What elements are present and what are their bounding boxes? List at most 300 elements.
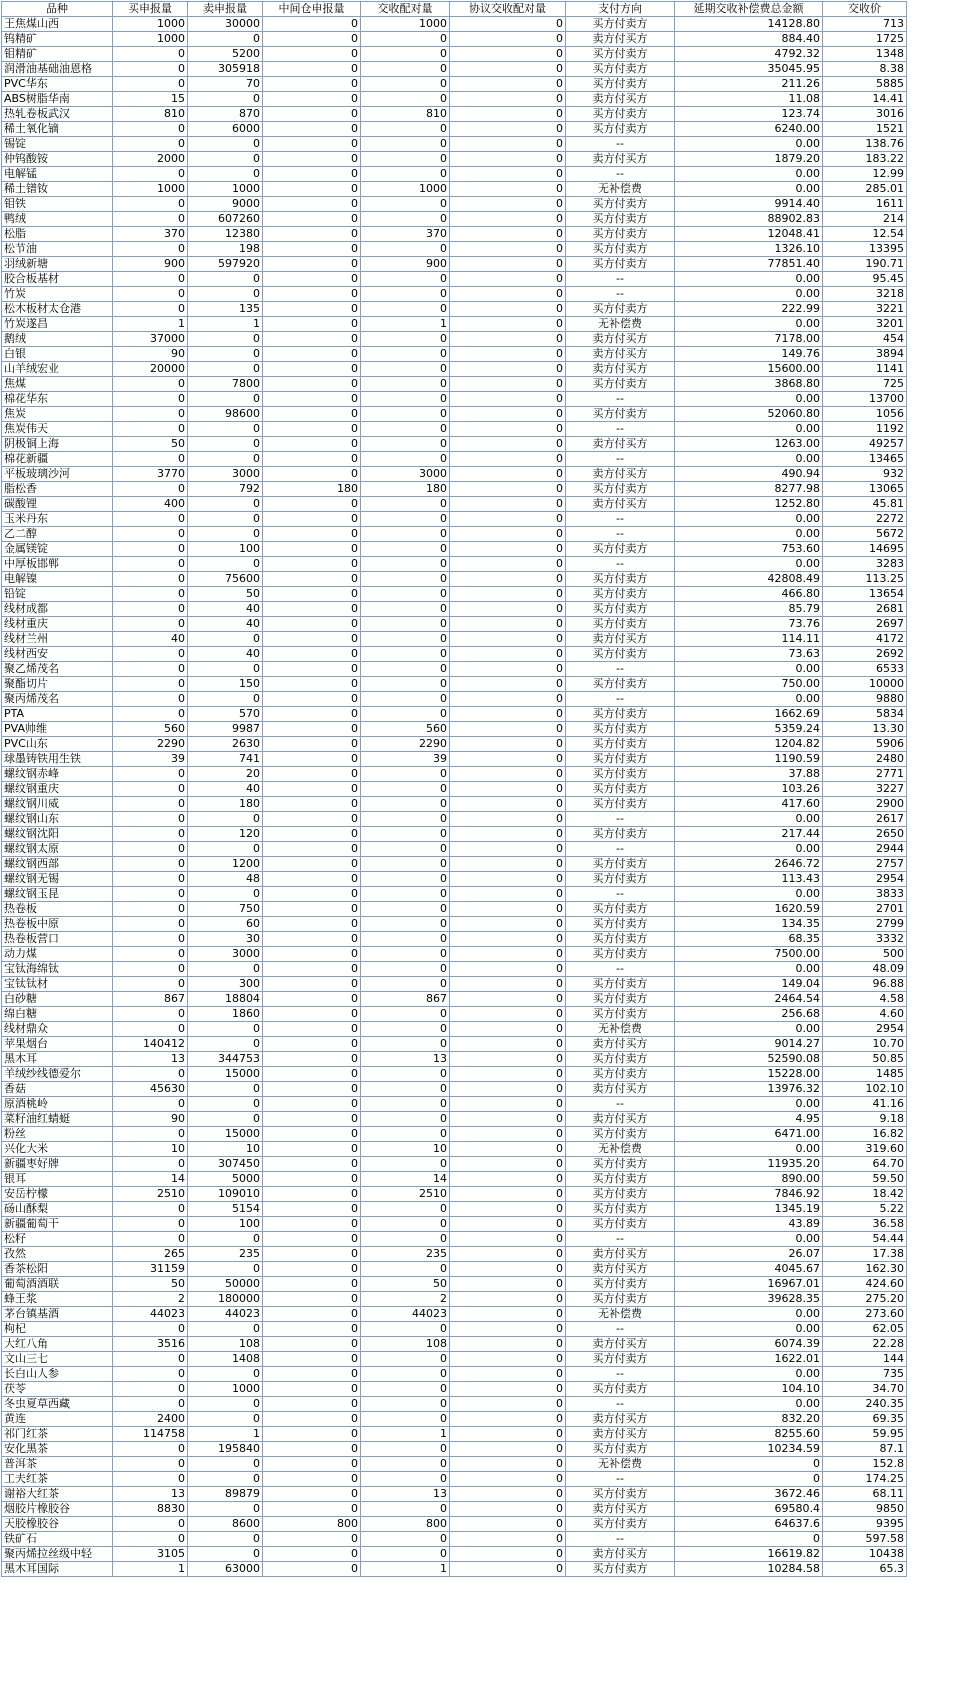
cell-buy-qty: 0 xyxy=(113,797,188,812)
table-row xyxy=(2,692,907,707)
cell-variety: 焦煤 xyxy=(2,377,113,392)
cell-settlement-price: 2681 xyxy=(823,602,907,617)
cell-matched-qty: 0 xyxy=(361,1442,450,1457)
cell-settlement-price: 6533 xyxy=(823,662,907,677)
cell-matched-qty: 0 xyxy=(361,632,450,647)
table-row xyxy=(2,1187,907,1202)
cell-settlement-price: 183.22 xyxy=(823,152,907,167)
cell-matched-qty: 39 xyxy=(361,752,450,767)
cell-agreement-matched-qty: 0 xyxy=(450,1397,566,1412)
cell-mid-warehouse-qty: 0 xyxy=(263,1037,361,1052)
table-row xyxy=(2,647,907,662)
cell-agreement-matched-qty: 0 xyxy=(450,1547,566,1562)
cell-compensation-total: 52060.80 xyxy=(675,407,823,422)
cell-variety: 铅锭 xyxy=(2,587,113,602)
cell-settlement-price: 2771 xyxy=(823,767,907,782)
cell-payment-direction: 买方付卖方 xyxy=(566,602,675,617)
table-row xyxy=(2,677,907,692)
cell-matched-qty: 1000 xyxy=(361,182,450,197)
cell-sell-qty: 0 xyxy=(188,92,263,107)
cell-matched-qty: 1 xyxy=(361,317,450,332)
cell-agreement-matched-qty: 0 xyxy=(450,1127,566,1142)
table-row xyxy=(2,962,907,977)
cell-matched-qty: 0 xyxy=(361,1037,450,1052)
cell-buy-qty: 3770 xyxy=(113,467,188,482)
cell-mid-warehouse-qty: 0 xyxy=(263,167,361,182)
cell-payment-direction: 买方付卖方 xyxy=(566,1157,675,1172)
cell-mid-warehouse-qty: 0 xyxy=(263,692,361,707)
cell-variety: 聚丙烯茂名 xyxy=(2,692,113,707)
cell-matched-qty: 0 xyxy=(361,137,450,152)
cell-matched-qty: 0 xyxy=(361,512,450,527)
cell-buy-qty: 45630 xyxy=(113,1082,188,1097)
cell-payment-direction: 买方付卖方 xyxy=(566,227,675,242)
cell-buy-qty: 0 xyxy=(113,1067,188,1082)
cell-variety: 棉花华东 xyxy=(2,392,113,407)
cell-mid-warehouse-qty: 0 xyxy=(263,947,361,962)
cell-variety: 螺纹钢太原 xyxy=(2,842,113,857)
table-row xyxy=(2,242,907,257)
cell-compensation-total: 11.08 xyxy=(675,92,823,107)
cell-agreement-matched-qty: 0 xyxy=(450,1157,566,1172)
cell-buy-qty: 0 xyxy=(113,62,188,77)
cell-matched-qty: 0 xyxy=(361,1157,450,1172)
cell-matched-qty: 10 xyxy=(361,1142,450,1157)
cell-agreement-matched-qty: 0 xyxy=(450,1142,566,1157)
cell-matched-qty: 0 xyxy=(361,272,450,287)
cell-buy-qty: 90 xyxy=(113,347,188,362)
table-row xyxy=(2,152,907,167)
cell-matched-qty: 900 xyxy=(361,257,450,272)
cell-agreement-matched-qty: 0 xyxy=(450,347,566,362)
cell-sell-qty: 109010 xyxy=(188,1187,263,1202)
cell-compensation-total: 0.00 xyxy=(675,1142,823,1157)
cell-agreement-matched-qty: 0 xyxy=(450,542,566,557)
cell-matched-qty: 0 xyxy=(361,782,450,797)
cell-settlement-price: 10000 xyxy=(823,677,907,692)
cell-compensation-total: 1662.69 xyxy=(675,707,823,722)
cell-settlement-price: 2799 xyxy=(823,917,907,932)
table-row xyxy=(2,392,907,407)
cell-buy-qty: 400 xyxy=(113,497,188,512)
cell-payment-direction: 买方付卖方 xyxy=(566,677,675,692)
cell-sell-qty: 120 xyxy=(188,827,263,842)
cell-compensation-total: 2646.72 xyxy=(675,857,823,872)
cell-variety: 螺纹钢重庆 xyxy=(2,782,113,797)
cell-mid-warehouse-qty: 0 xyxy=(263,842,361,857)
cell-compensation-total: 88902.83 xyxy=(675,212,823,227)
cell-compensation-total: 13976.32 xyxy=(675,1082,823,1097)
cell-settlement-price: 138.76 xyxy=(823,137,907,152)
cell-sell-qty: 870 xyxy=(188,107,263,122)
cell-matched-qty: 0 xyxy=(361,242,450,257)
table-row xyxy=(2,887,907,902)
cell-settlement-price: 190.71 xyxy=(823,257,907,272)
table-row xyxy=(2,1112,907,1127)
table-row xyxy=(2,317,907,332)
cell-settlement-price: 275.20 xyxy=(823,1292,907,1307)
cell-settlement-price: 735 xyxy=(823,1367,907,1382)
cell-mid-warehouse-qty: 0 xyxy=(263,362,361,377)
cell-agreement-matched-qty: 0 xyxy=(450,1037,566,1052)
cell-settlement-price: 3833 xyxy=(823,887,907,902)
cell-sell-qty: 300 xyxy=(188,977,263,992)
cell-payment-direction: 买方付卖方 xyxy=(566,77,675,92)
table-row xyxy=(2,167,907,182)
cell-variety: 聚丙烯拉丝级中轻 xyxy=(2,1547,113,1562)
cell-sell-qty: 10 xyxy=(188,1142,263,1157)
cell-payment-direction: 买方付卖方 xyxy=(566,1007,675,1022)
table-row xyxy=(2,1157,907,1172)
cell-compensation-total: 0.00 xyxy=(675,812,823,827)
cell-buy-qty: 0 xyxy=(113,1397,188,1412)
cell-buy-qty: 20000 xyxy=(113,362,188,377)
cell-compensation-total: 0.00 xyxy=(675,182,823,197)
cell-buy-qty: 0 xyxy=(113,287,188,302)
cell-settlement-price: 162.30 xyxy=(823,1262,907,1277)
cell-matched-qty: 0 xyxy=(361,842,450,857)
cell-matched-qty: 0 xyxy=(361,1472,450,1487)
cell-variety: 中厚板邯郸 xyxy=(2,557,113,572)
table-row xyxy=(2,932,907,947)
table-row xyxy=(2,1322,907,1337)
cell-payment-direction: 卖方付买方 xyxy=(566,92,675,107)
cell-payment-direction: 买方付卖方 xyxy=(566,1277,675,1292)
cell-buy-qty: 0 xyxy=(113,1202,188,1217)
cell-settlement-price: 1192 xyxy=(823,422,907,437)
table-row xyxy=(2,1397,907,1412)
cell-matched-qty: 0 xyxy=(361,197,450,212)
cell-sell-qty: 0 xyxy=(188,1502,263,1517)
cell-agreement-matched-qty: 0 xyxy=(450,782,566,797)
cell-mid-warehouse-qty: 0 xyxy=(263,1487,361,1502)
cell-variety: 动力煤 xyxy=(2,947,113,962)
table-row xyxy=(2,287,907,302)
cell-matched-qty: 810 xyxy=(361,107,450,122)
cell-sell-qty: 0 xyxy=(188,362,263,377)
cell-mid-warehouse-qty: 0 xyxy=(263,62,361,77)
cell-sell-qty: 100 xyxy=(188,542,263,557)
cell-agreement-matched-qty: 0 xyxy=(450,977,566,992)
cell-compensation-total: 0.00 xyxy=(675,662,823,677)
cell-settlement-price: 13465 xyxy=(823,452,907,467)
cell-sell-qty: 98600 xyxy=(188,407,263,422)
cell-matched-qty: 0 xyxy=(361,932,450,947)
cell-matched-qty: 50 xyxy=(361,1277,450,1292)
table-row xyxy=(2,1262,907,1277)
cell-compensation-total: 0.00 xyxy=(675,842,823,857)
cell-settlement-price: 9395 xyxy=(823,1517,907,1532)
cell-settlement-price: 932 xyxy=(823,467,907,482)
cell-buy-qty: 0 xyxy=(113,917,188,932)
cell-compensation-total: 35045.95 xyxy=(675,62,823,77)
cell-mid-warehouse-qty: 0 xyxy=(263,1202,361,1217)
cell-variety: 羽绒新塘 xyxy=(2,257,113,272)
cell-matched-qty: 0 xyxy=(361,587,450,602)
cell-payment-direction: 买方付卖方 xyxy=(566,1217,675,1232)
cell-mid-warehouse-qty: 0 xyxy=(263,1247,361,1262)
table-row xyxy=(2,482,907,497)
cell-payment-direction: 买方付卖方 xyxy=(566,587,675,602)
cell-matched-qty: 0 xyxy=(361,1262,450,1277)
cell-payment-direction: 卖方付买方 xyxy=(566,1262,675,1277)
cell-matched-qty: 0 xyxy=(361,872,450,887)
cell-settlement-price: 64.70 xyxy=(823,1157,907,1172)
cell-settlement-price: 3016 xyxy=(823,107,907,122)
cell-payment-direction: -- xyxy=(566,842,675,857)
cell-compensation-total: 256.68 xyxy=(675,1007,823,1022)
cell-sell-qty: 1 xyxy=(188,317,263,332)
cell-matched-qty: 0 xyxy=(361,1067,450,1082)
cell-sell-qty: 1000 xyxy=(188,182,263,197)
table-row xyxy=(2,272,907,287)
cell-sell-qty: 2630 xyxy=(188,737,263,752)
cell-compensation-total: 9014.27 xyxy=(675,1037,823,1052)
cell-payment-direction: 买方付卖方 xyxy=(566,242,675,257)
cell-settlement-price: 36.58 xyxy=(823,1217,907,1232)
cell-variety: 竹炭 xyxy=(2,287,113,302)
cell-sell-qty: 50000 xyxy=(188,1277,263,1292)
cell-buy-qty: 0 xyxy=(113,557,188,572)
cell-mid-warehouse-qty: 0 xyxy=(263,917,361,932)
table-row xyxy=(2,467,907,482)
cell-agreement-matched-qty: 0 xyxy=(450,272,566,287)
cell-matched-qty: 180 xyxy=(361,482,450,497)
table-row xyxy=(2,1502,907,1517)
cell-matched-qty: 0 xyxy=(361,1532,450,1547)
cell-payment-direction: 无补偿费 xyxy=(566,182,675,197)
cell-payment-direction: 买方付卖方 xyxy=(566,617,675,632)
cell-variety: 大红八角 xyxy=(2,1337,113,1352)
cell-sell-qty: 40 xyxy=(188,617,263,632)
cell-compensation-total: 134.35 xyxy=(675,917,823,932)
cell-mid-warehouse-qty: 0 xyxy=(263,1562,361,1577)
cell-matched-qty: 0 xyxy=(361,1127,450,1142)
cell-sell-qty: 0 xyxy=(188,1097,263,1112)
cell-sell-qty: 8600 xyxy=(188,1517,263,1532)
cell-compensation-total: 7500.00 xyxy=(675,947,823,962)
cell-variety: 王焦煤山西 xyxy=(2,17,113,32)
cell-settlement-price: 725 xyxy=(823,377,907,392)
cell-sell-qty: 0 xyxy=(188,1112,263,1127)
table-row xyxy=(2,122,907,137)
cell-buy-qty: 0 xyxy=(113,212,188,227)
cell-buy-qty: 0 xyxy=(113,902,188,917)
cell-mid-warehouse-qty: 0 xyxy=(263,812,361,827)
cell-payment-direction: -- xyxy=(566,452,675,467)
cell-agreement-matched-qty: 0 xyxy=(450,482,566,497)
cell-buy-qty: 0 xyxy=(113,1457,188,1472)
cell-agreement-matched-qty: 0 xyxy=(450,827,566,842)
cell-sell-qty: 63000 xyxy=(188,1562,263,1577)
cell-variety: PVC华东 xyxy=(2,77,113,92)
cell-sell-qty: 0 xyxy=(188,1082,263,1097)
cell-sell-qty: 792 xyxy=(188,482,263,497)
cell-variety: 银耳 xyxy=(2,1172,113,1187)
cell-variety: 黑木耳 xyxy=(2,1052,113,1067)
cell-compensation-total: 69580.4 xyxy=(675,1502,823,1517)
cell-matched-qty: 370 xyxy=(361,227,450,242)
table-row xyxy=(2,917,907,932)
cell-variety: 脂松香 xyxy=(2,482,113,497)
table-body xyxy=(2,17,907,1577)
cell-variety: PVA帅维 xyxy=(2,722,113,737)
cell-buy-qty: 50 xyxy=(113,437,188,452)
table-row xyxy=(2,557,907,572)
cell-settlement-price: 3894 xyxy=(823,347,907,362)
cell-variety: 茯苓 xyxy=(2,1382,113,1397)
cell-compensation-total: 1190.59 xyxy=(675,752,823,767)
cell-payment-direction: 卖方付买方 xyxy=(566,1502,675,1517)
cell-settlement-price: 48.09 xyxy=(823,962,907,977)
cell-agreement-matched-qty: 0 xyxy=(450,197,566,212)
cell-sell-qty: 5154 xyxy=(188,1202,263,1217)
cell-sell-qty: 9000 xyxy=(188,197,263,212)
cell-variety: 棉花新疆 xyxy=(2,452,113,467)
cell-sell-qty: 9987 xyxy=(188,722,263,737)
cell-matched-qty: 14 xyxy=(361,1172,450,1187)
cell-sell-qty: 5000 xyxy=(188,1172,263,1187)
cell-sell-qty: 40 xyxy=(188,647,263,662)
cell-sell-qty: 0 xyxy=(188,1457,263,1472)
cell-settlement-price: 214 xyxy=(823,212,907,227)
cell-matched-qty: 0 xyxy=(361,947,450,962)
table-row xyxy=(2,1367,907,1382)
cell-agreement-matched-qty: 0 xyxy=(450,1247,566,1262)
table-row xyxy=(2,902,907,917)
table-row xyxy=(2,362,907,377)
cell-variety: 电解锰 xyxy=(2,167,113,182)
cell-compensation-total: 0.00 xyxy=(675,692,823,707)
cell-compensation-total: 1345.19 xyxy=(675,1202,823,1217)
cell-settlement-price: 713 xyxy=(823,17,907,32)
cell-matched-qty: 0 xyxy=(361,1457,450,1472)
cell-matched-qty: 0 xyxy=(361,407,450,422)
table-row xyxy=(2,227,907,242)
cell-compensation-total: 68.35 xyxy=(675,932,823,947)
cell-settlement-price: 96.88 xyxy=(823,977,907,992)
cell-variety: 鸭绒 xyxy=(2,212,113,227)
table-row xyxy=(2,377,907,392)
cell-agreement-matched-qty: 0 xyxy=(450,362,566,377)
cell-compensation-total: 222.99 xyxy=(675,302,823,317)
cell-payment-direction: -- xyxy=(566,1367,675,1382)
cell-settlement-price: 2617 xyxy=(823,812,907,827)
table-row xyxy=(2,1097,907,1112)
cell-variety: 白银 xyxy=(2,347,113,362)
cell-variety: 烟胶片橡胶谷 xyxy=(2,1502,113,1517)
cell-payment-direction: 买方付卖方 xyxy=(566,737,675,752)
cell-sell-qty: 0 xyxy=(188,1397,263,1412)
cell-buy-qty: 0 xyxy=(113,77,188,92)
table-row xyxy=(2,1292,907,1307)
cell-matched-qty: 2 xyxy=(361,1292,450,1307)
cell-payment-direction: 买方付卖方 xyxy=(566,1067,675,1082)
cell-buy-qty: 14 xyxy=(113,1172,188,1187)
cell-sell-qty: 0 xyxy=(188,32,263,47)
cell-sell-qty: 70 xyxy=(188,77,263,92)
table-row xyxy=(2,1172,907,1187)
cell-buy-qty: 90 xyxy=(113,1112,188,1127)
cell-compensation-total: 11935.20 xyxy=(675,1157,823,1172)
cell-settlement-price: 12.99 xyxy=(823,167,907,182)
cell-matched-qty: 0 xyxy=(361,542,450,557)
cell-mid-warehouse-qty: 0 xyxy=(263,392,361,407)
cell-matched-qty: 0 xyxy=(361,1412,450,1427)
cell-matched-qty: 0 xyxy=(361,32,450,47)
cell-buy-qty: 0 xyxy=(113,602,188,617)
cell-buy-qty: 0 xyxy=(113,947,188,962)
cell-settlement-price: 2954 xyxy=(823,872,907,887)
cell-buy-qty: 114758 xyxy=(113,1427,188,1442)
cell-variety: 润滑油基础油恩格 xyxy=(2,62,113,77)
cell-sell-qty: 89879 xyxy=(188,1487,263,1502)
cell-sell-qty: 0 xyxy=(188,332,263,347)
cell-mid-warehouse-qty: 0 xyxy=(263,857,361,872)
cell-variety: 锡锭 xyxy=(2,137,113,152)
cell-settlement-price: 1348 xyxy=(823,47,907,62)
cell-agreement-matched-qty: 0 xyxy=(450,332,566,347)
cell-compensation-total: 1263.00 xyxy=(675,437,823,452)
cell-agreement-matched-qty: 0 xyxy=(450,1322,566,1337)
cell-agreement-matched-qty: 0 xyxy=(450,227,566,242)
cell-sell-qty: 750 xyxy=(188,902,263,917)
table-row xyxy=(2,992,907,1007)
cell-sell-qty: 0 xyxy=(188,557,263,572)
header-buy-qty: 买申报量 xyxy=(113,2,188,17)
cell-matched-qty: 0 xyxy=(361,1397,450,1412)
cell-agreement-matched-qty: 0 xyxy=(450,47,566,62)
cell-sell-qty: 44023 xyxy=(188,1307,263,1322)
cell-mid-warehouse-qty: 0 xyxy=(263,377,361,392)
cell-payment-direction: -- xyxy=(566,1097,675,1112)
cell-payment-direction: 买方付卖方 xyxy=(566,572,675,587)
cell-payment-direction: 卖方付买方 xyxy=(566,1412,675,1427)
table-row xyxy=(2,617,907,632)
cell-compensation-total: 1252.80 xyxy=(675,497,823,512)
cell-matched-qty: 0 xyxy=(361,1112,450,1127)
cell-compensation-total: 0.00 xyxy=(675,962,823,977)
cell-payment-direction: 买方付卖方 xyxy=(566,107,675,122)
cell-mid-warehouse-qty: 0 xyxy=(263,587,361,602)
cell-variety: 松节油 xyxy=(2,242,113,257)
cell-variety: 玉米丹东 xyxy=(2,512,113,527)
cell-agreement-matched-qty: 0 xyxy=(450,1202,566,1217)
table-row xyxy=(2,17,907,32)
cell-compensation-total: 10234.59 xyxy=(675,1442,823,1457)
table-row xyxy=(2,1052,907,1067)
cell-agreement-matched-qty: 0 xyxy=(450,1487,566,1502)
cell-compensation-total: 26.07 xyxy=(675,1247,823,1262)
cell-mid-warehouse-qty: 0 xyxy=(263,527,361,542)
cell-agreement-matched-qty: 0 xyxy=(450,512,566,527)
cell-agreement-matched-qty: 0 xyxy=(450,107,566,122)
cell-payment-direction: 卖方付买方 xyxy=(566,632,675,647)
cell-sell-qty: 15000 xyxy=(188,1067,263,1082)
cell-sell-qty: 607260 xyxy=(188,212,263,227)
cell-matched-qty: 800 xyxy=(361,1517,450,1532)
cell-payment-direction: 卖方付买方 xyxy=(566,1037,675,1052)
cell-agreement-matched-qty: 0 xyxy=(450,842,566,857)
cell-sell-qty: 3000 xyxy=(188,467,263,482)
cell-settlement-price: 5.22 xyxy=(823,1202,907,1217)
cell-sell-qty: 135 xyxy=(188,302,263,317)
cell-agreement-matched-qty: 0 xyxy=(450,452,566,467)
cell-sell-qty: 150 xyxy=(188,677,263,692)
cell-sell-qty: 30000 xyxy=(188,17,263,32)
cell-compensation-total: 890.00 xyxy=(675,1172,823,1187)
cell-sell-qty: 570 xyxy=(188,707,263,722)
